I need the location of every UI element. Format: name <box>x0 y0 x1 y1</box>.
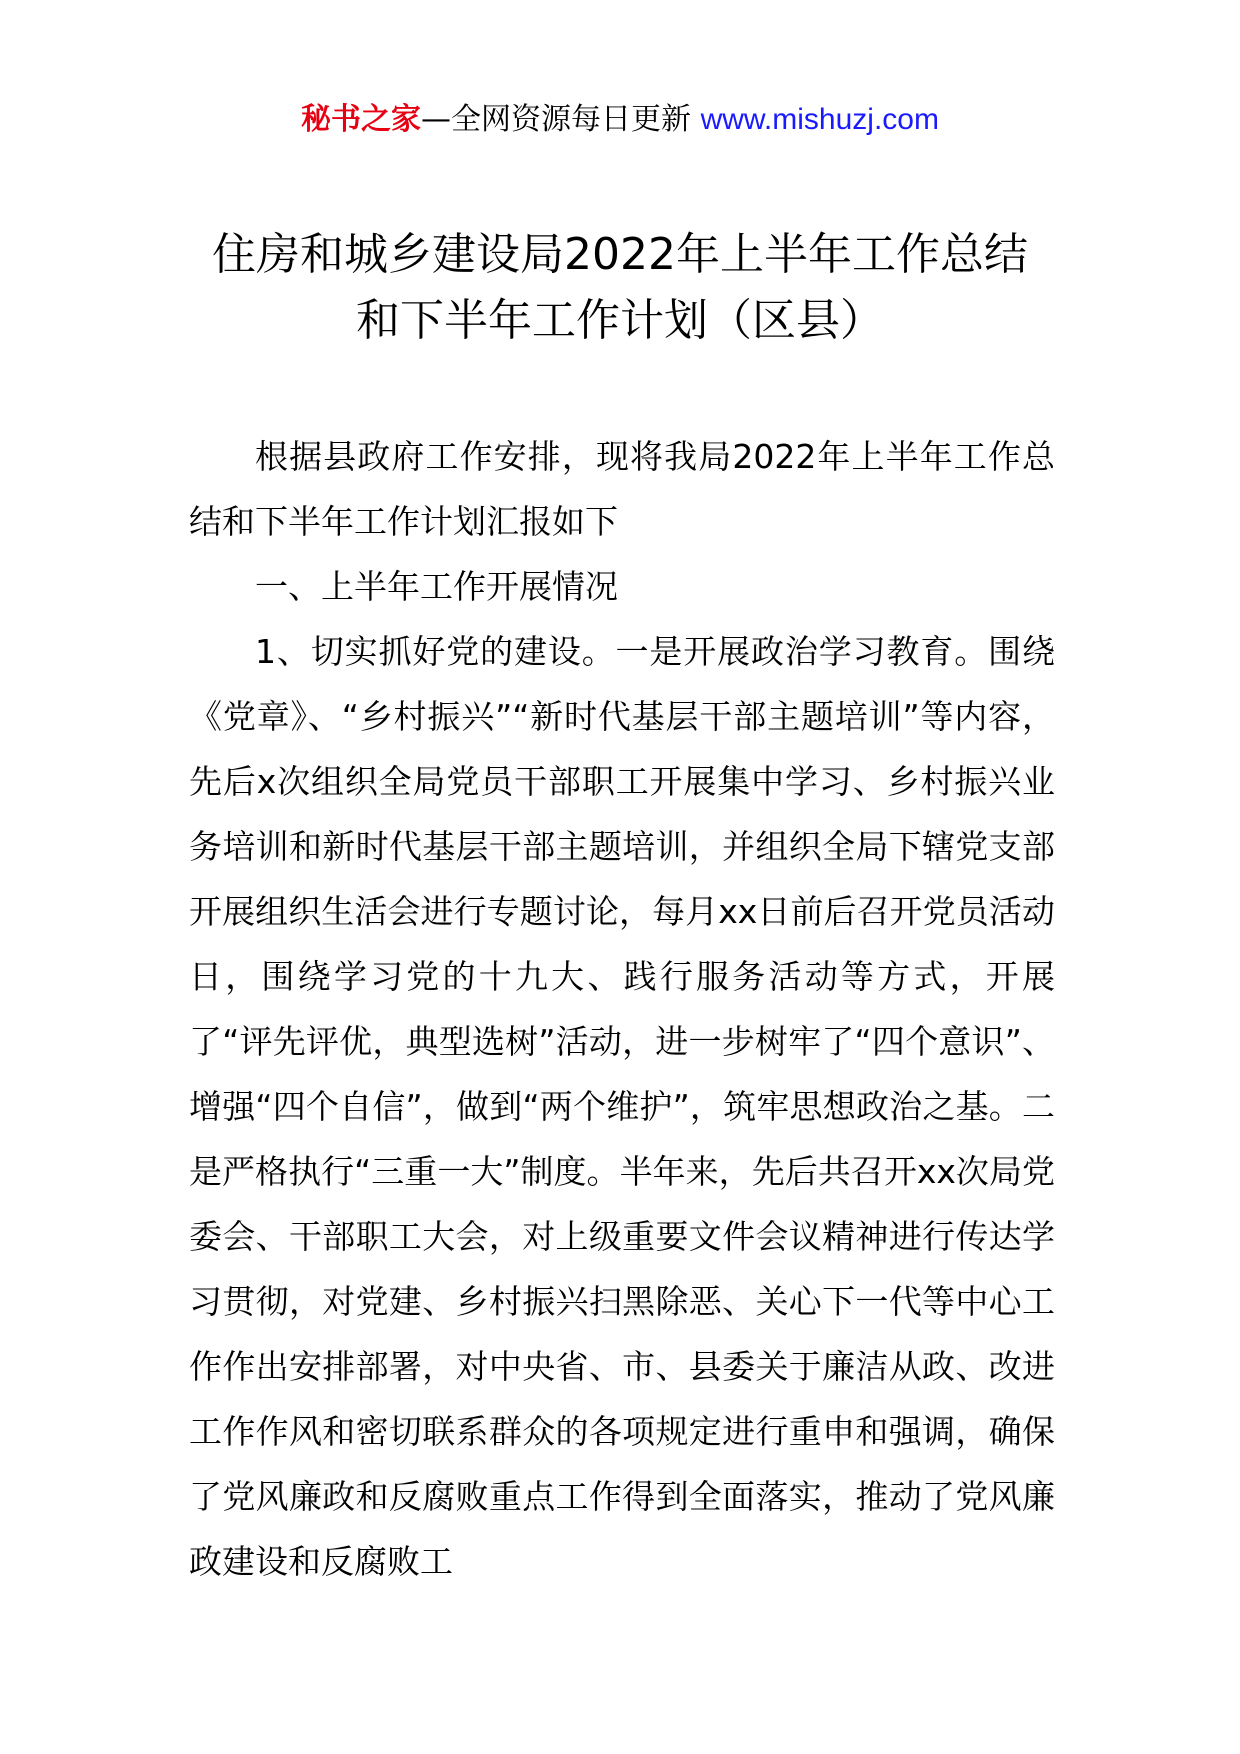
site-header <box>0 100 1240 140</box>
document-body <box>189 424 1055 1594</box>
site-url-link[interactable]: www.mishuzj.com <box>700 103 939 136</box>
site-brand: 秘书之家 <box>301 102 422 137</box>
section-heading: 一、上半年工作开展情况 <box>255 567 618 606</box>
site-tagline: —全网资源每日更新 <box>421 102 701 137</box>
document-title <box>0 222 1240 354</box>
intro-paragraph: 根据县政府工作安排，现将我局2022年上半年工作总结和下半年工作计划汇报如下 <box>189 437 1055 541</box>
title-line-1: 住房和城乡建设局2022年上半年工作总结 <box>212 229 1028 280</box>
title-line-2: 和下半年工作计划（区县） <box>356 295 884 346</box>
body-paragraph: 1、切实抓好党的建设。一是开展政治学习教育。围绕《党章》、“乡村振兴”“新时代基层干部主题培训”等内容，先后x次组织全局党员干部职工开展集中学习、乡村振兴业务培训和新时代基层干部主题培训，并组织全局下辖党支部开展组织生活会进行专题讨论，每月xx日前后召开党员活动日，围绕学习党的十九大、践行服务活动等方式，开展了“评先评优，典型选树”活动，进一步树牢了“四个意识”、增强“四个自信”，做到“两个维护”，筑牢思想政治之基。二是严格执行“三重一大”制度。半年来，先后共召开xx次局党委会、干部职工大会，对上级重要文件会议精神进行传达学习贯彻，对党建、乡村振兴扫黑除恶、关心下一代等中心工作作出安排部署，对中央省、市、县委关于廉洁从政、改进工作作风和密切联系群众的各项规定进行重申和强调，确保了党风廉政和反腐败重点工作得到全面落实，推动了党风廉政建设和反腐败工 <box>189 632 1055 1581</box>
